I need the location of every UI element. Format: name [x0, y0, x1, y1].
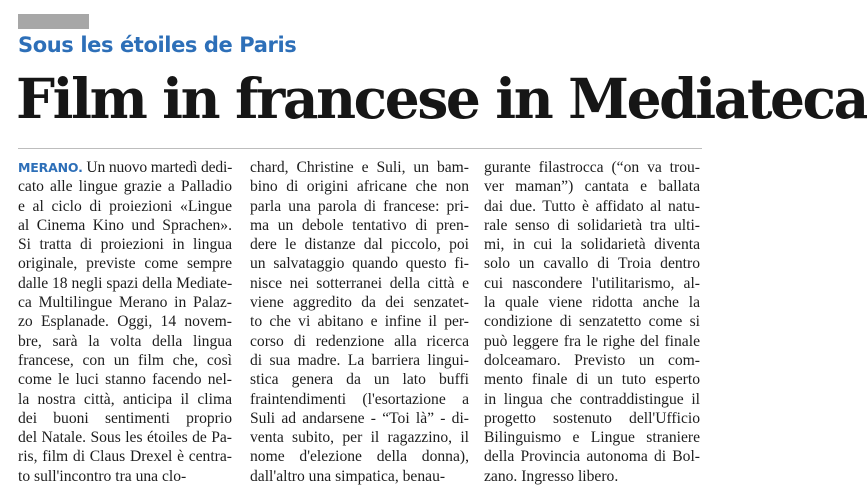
- article-line: gurante filastrocca (“on va trou-: [484, 159, 700, 176]
- article-line: può leggere fra le righe del finale: [484, 332, 700, 350]
- article-line: cato alle lingue grazie a Palladio: [18, 178, 232, 196]
- article-line: ver maman”) cantata e ballata: [484, 178, 700, 196]
- divider: [18, 148, 702, 149]
- article-line: mi, in cui la solidarietà diventa: [484, 236, 700, 254]
- article-line: ma un debole tentativo di pren-: [250, 216, 469, 234]
- article-line: la nostra città, anticipa il clima: [18, 390, 232, 408]
- article-line: Suli ad andarsene - “Toi là” - di-: [250, 409, 469, 427]
- kicker: Sous les étoiles de Paris: [18, 33, 297, 57]
- article-line: solo un cavallo di Troia dentro: [484, 255, 700, 273]
- article-line: nome d'elezione della donna),: [250, 448, 469, 466]
- article-line: dai due. Tutto è affidato al natu-: [484, 197, 700, 215]
- article-line: la quale viene ridotta anche la: [484, 294, 700, 312]
- article-line: [18, 158, 232, 177]
- article-line: in lingua che contraddistingue il: [484, 390, 700, 408]
- article-column-3: [484, 158, 700, 486]
- dateline-location: MERANO.: [18, 160, 83, 175]
- headline: Film in francese in Mediateca: [16, 66, 867, 131]
- section-color-bar: [18, 14, 89, 29]
- article-line: viene aggredito da dei senzatet-: [250, 294, 469, 312]
- article-line: dei buoni sentimenti proprio: [18, 409, 232, 427]
- article-line: fraintendimenti (l'esortazione a: [250, 390, 469, 408]
- article-line: originale, previste come sempre: [18, 255, 232, 273]
- article-line: stica genera da un lato buffi: [250, 371, 469, 389]
- article-line: del Natale. Sous les étoiles de Pa-: [18, 429, 232, 447]
- article-line: venta subito, per il ragazzino, il: [250, 429, 469, 447]
- article-line: dalle 18 negli spazi della Mediate-: [18, 274, 233, 292]
- article-line: dall'altro una simpatica, benau-: [250, 467, 446, 485]
- article-line: zano. Ingresso libero.: [484, 467, 619, 485]
- article-line: rale senso di solidarietà tra ulti-: [484, 216, 700, 234]
- article-line: parla una parola di francese: pri-: [250, 197, 469, 215]
- article-line: di sua madre. La barriera lingui-: [250, 351, 469, 369]
- article-line: come le luci stanno facendo nel-: [18, 371, 232, 389]
- article-line: cui nascondere l'utilitarismo, al-: [484, 274, 700, 292]
- article-line: bre, sarà la volta della lingua: [18, 332, 232, 350]
- article-line: Bilinguismo e Lingue straniere: [484, 429, 700, 447]
- article-line: dolceamaro. Previsto un com-: [484, 351, 700, 369]
- article-line: ca Multilingue Merano in Palaz-: [18, 294, 232, 312]
- article-line: Si tratta di proiezioni in lingua: [18, 236, 232, 254]
- article-line: ris, film di Claus Drexel è centra-: [18, 448, 232, 466]
- article-line: nisce nei sotterranei della città e: [250, 274, 469, 292]
- article-line: dere le distanze dal piccolo, poi: [250, 236, 469, 254]
- article-line: corso di redenzione alla ricerca: [250, 332, 469, 350]
- article-line: bino di origini africane che non: [250, 178, 469, 196]
- article-line: progetto sostenuto dell'Ufficio: [484, 409, 700, 427]
- article-line: della Provincia autonoma di Bol-: [484, 448, 700, 466]
- article-line: zo Esplanade. Oggi, 14 novem-: [18, 313, 232, 331]
- article-line: mento finale di un tuto esperto: [484, 371, 700, 389]
- article-line: condizione di senzatetto come si: [484, 313, 700, 331]
- article-line: e al ciclo di proiezioni «Lingue: [18, 197, 232, 215]
- article-line: to sull'incontro tra una clo-: [18, 467, 187, 485]
- article-line: chard, Christine e Suli, un bam-: [250, 159, 469, 176]
- article-line-text: Un nuovo martedì dedi-: [86, 159, 233, 176]
- article-line: al Cinema Kino und Sprachen».: [18, 216, 232, 234]
- article-column-1: [18, 158, 232, 486]
- article-line: to che vi abitano e infine il per-: [250, 313, 469, 331]
- article-line: un salvataggio quando questo fi-: [250, 255, 469, 273]
- article-column-2: [250, 158, 469, 486]
- article-line: francese, con un film che, così: [18, 351, 232, 369]
